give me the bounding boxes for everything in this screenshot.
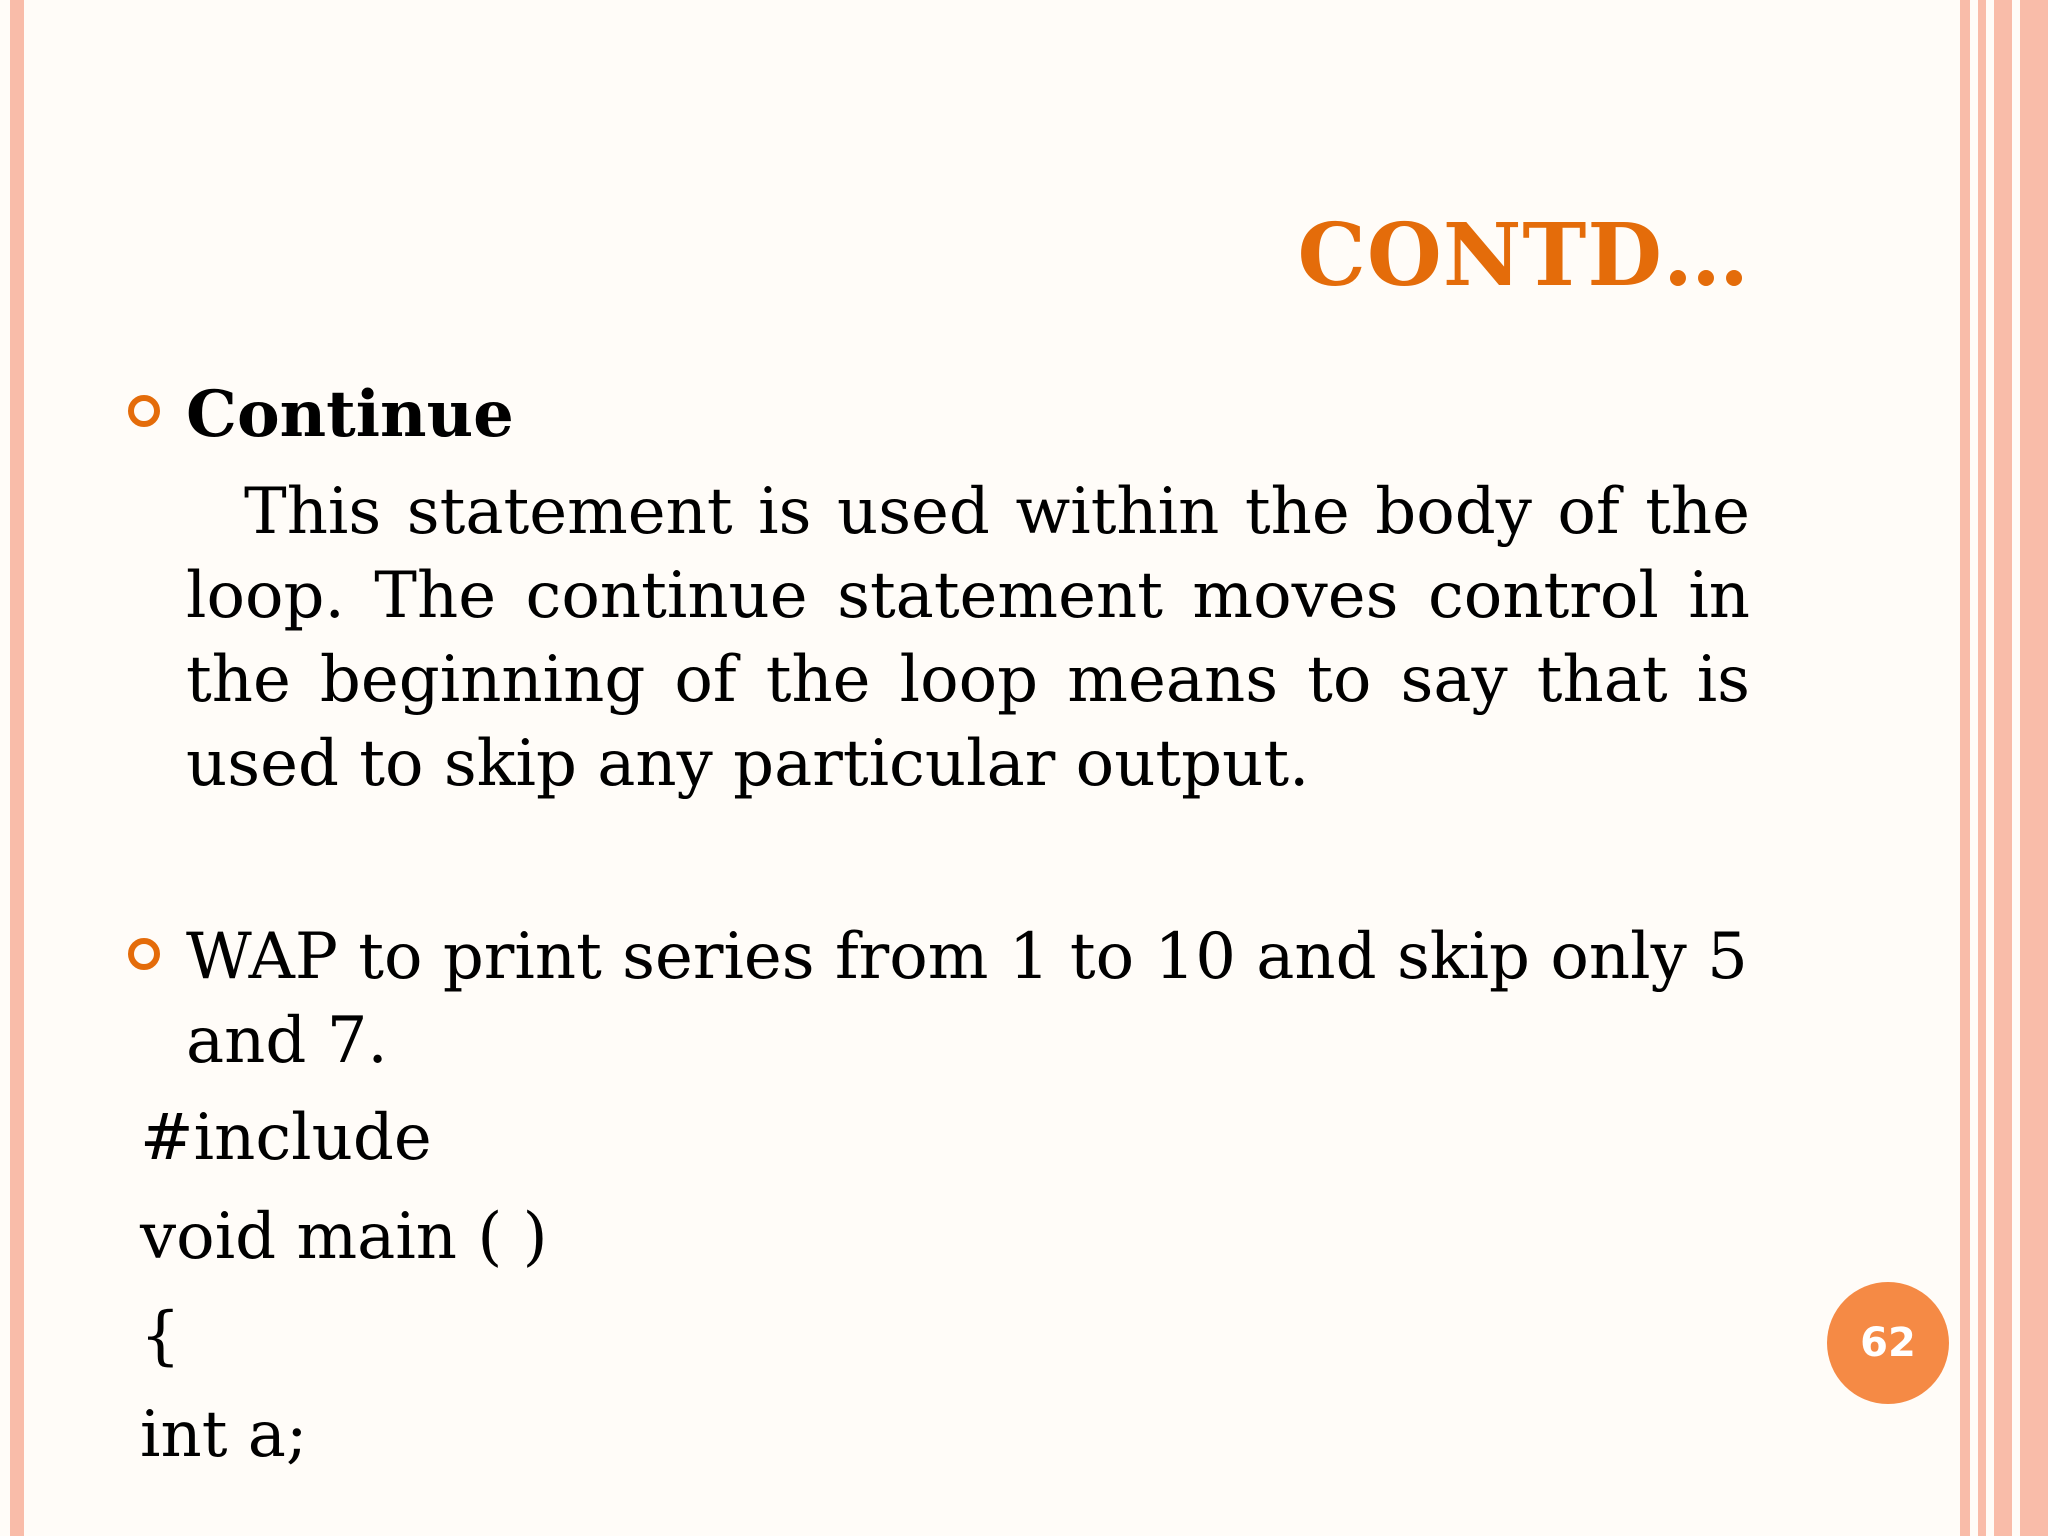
hollow-circle-icon (128, 938, 160, 970)
right-stripe (1994, 0, 2012, 1536)
code-line: void main ( ) (140, 1200, 548, 1274)
code-line: { (140, 1299, 181, 1373)
right-stripe (1960, 0, 1970, 1536)
code-line: #include (140, 1101, 432, 1175)
bullet-paragraph: This statement is used within the body of the loop. The continue statement moves control in the beginning of the loop means to say that is used to skip any particular output. (186, 475, 1750, 801)
hollow-circle-icon (128, 395, 160, 427)
right-stripe (1978, 0, 1986, 1536)
code-line: int a; (140, 1398, 308, 1472)
page-number-badge: 62 (1827, 1282, 1949, 1404)
slide-title: CONTD… (1297, 205, 1750, 306)
left-border-stripe (10, 0, 24, 1536)
bullet-heading: Continue (186, 377, 514, 452)
right-stripe (2020, 0, 2048, 1536)
right-border-stripes (1956, 0, 2048, 1536)
bullet-text: WAP to print series from 1 to 10 and skip only 5 and 7. (186, 920, 1748, 1078)
